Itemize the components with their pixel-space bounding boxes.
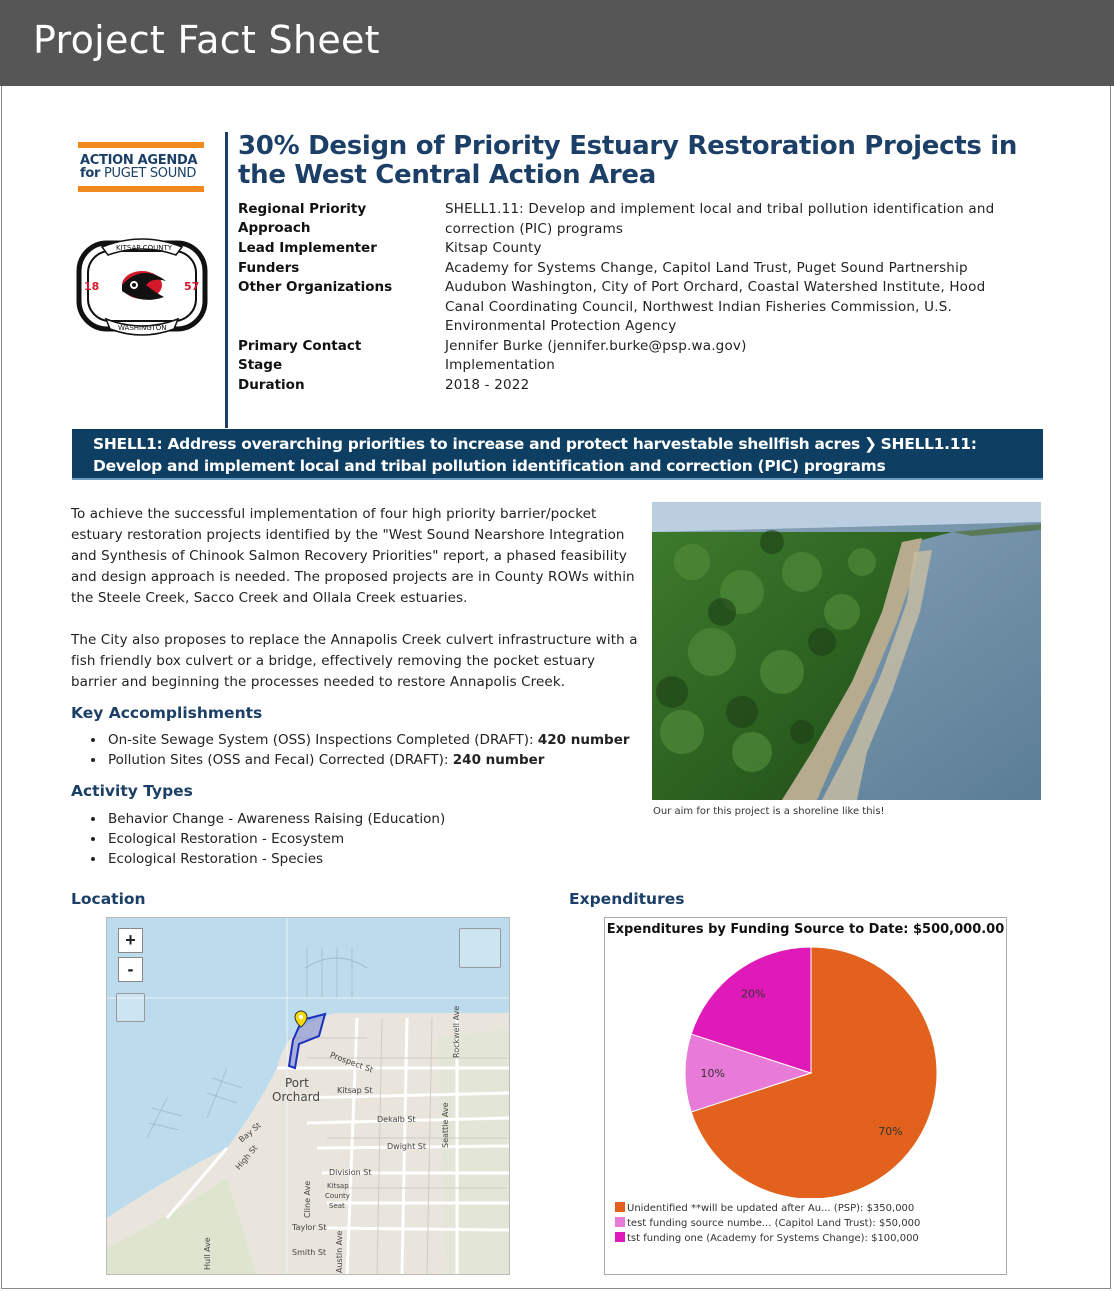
activity-types-heading: Activity Types — [71, 782, 193, 800]
map-label-port: Port — [285, 1076, 309, 1090]
info-label: Stage — [238, 357, 283, 373]
banner-priority: SHELL1: Address overarching priorities to increase and protect harvestable shellfish acres — [93, 435, 860, 453]
legend-label: test funding source numbe... (Capitol Land Trust): $50,000 — [627, 1218, 921, 1229]
logo-bar-bottom — [78, 186, 204, 192]
info-label: Other Organizations — [238, 279, 393, 295]
legend-item — [615, 1216, 920, 1231]
info-value: Kitsap County — [445, 240, 542, 256]
legend-swatch — [615, 1217, 625, 1227]
info-label: Funders — [238, 259, 300, 276]
description-paragraph-1: To achieve the successful implementation of four high priority barrier/pocket estuary restoration projects identified by the "West Sound Nearshore Integration and Synthesis of Chinook Salmon Recovery Priorities" report, a phased feasibility and design approach is needed. The proposed projects are in County ROWs within the Steele Creek, Sacco Creek and Ollala Creek estuaries. — [71, 506, 635, 606]
chevron-right-icon: ❯ — [863, 435, 877, 453]
action-agenda-logo — [78, 142, 204, 194]
info-row — [238, 337, 1038, 357]
title-divider — [225, 132, 228, 428]
map-label-county-seat-1: Kitsap — [327, 1182, 349, 1190]
seal-right-number: 57 — [184, 280, 200, 293]
map-label-prospect-st: Prospect St — [328, 1050, 375, 1075]
info-row — [238, 278, 1038, 337]
info-value: Implementation — [445, 357, 555, 373]
map-label-county-seat-2: County — [325, 1192, 350, 1200]
priority-banner — [72, 429, 1043, 480]
seal-top-text: KITSAP COUNTY — [116, 244, 173, 252]
info-label: Primary Contact — [238, 337, 362, 354]
info-row — [238, 200, 1038, 239]
expenditures-heading: Expenditures — [569, 890, 685, 908]
info-value: Academy for Systems Change, Capitol Land Trust, Puget Sound Partnership — [445, 259, 968, 276]
logo-line2: for PUGET SOUND — [80, 166, 197, 181]
project-info-table — [238, 200, 1038, 395]
expenditures-chart — [604, 917, 1007, 1275]
map-label-taylor-st: Taylor St — [292, 1223, 327, 1232]
map-label-kitsap-st: Kitsap St — [337, 1086, 373, 1095]
map-label-smith-st: Smith St — [292, 1248, 327, 1257]
project-title: 30% Design of Priority Estuary Restoration Projects in the West Central Action Area — [238, 131, 1018, 190]
location-map[interactable] — [106, 917, 510, 1275]
legend-item — [615, 1201, 920, 1216]
info-label: Regional Priority Approach — [238, 201, 367, 236]
chart-title: Expenditures by Funding Source to Date: $500,000.00 — [606, 922, 1005, 937]
info-row — [238, 239, 1038, 259]
info-row — [238, 356, 1038, 376]
accomplishment-item: • Pollution Sites (OSS and Fecal) Corrected (DRAFT): 240 number — [106, 750, 630, 770]
activity-item: • Ecological Restoration - Species — [106, 849, 445, 869]
legend-label: Unidentified **will be updated after Au... (PSP): $350,000 — [627, 1203, 915, 1214]
info-value: Jennifer Burke (jennifer.burke@psp.wa.gov) — [445, 337, 747, 354]
info-row — [238, 259, 1038, 279]
info-value: SHELL1.11: Develop and implement local and tribal pollution identification and correction (PIC) programs — [445, 201, 995, 237]
seal-left-number: 18 — [84, 280, 100, 293]
pie-chart — [605, 918, 1006, 1198]
zoom-in-button[interactable]: + — [118, 928, 143, 953]
info-label: Lead Implementer — [238, 240, 377, 256]
project-description — [71, 504, 641, 714]
map-label-seattle-ave: Seattle Ave — [441, 1102, 450, 1148]
pie-slice-label: 70% — [878, 1124, 903, 1138]
map-label-austin-ave: Austin Ave — [335, 1230, 344, 1273]
accomplishments-heading: Key Accomplishments — [71, 704, 263, 722]
pie-slice-label: 10% — [700, 1067, 725, 1080]
activity-types-list — [88, 809, 445, 869]
map-fullscreen-button[interactable] — [459, 928, 501, 968]
activity-item: • Ecological Restoration - Ecosystem — [106, 829, 445, 849]
activity-item: • Behavior Change - Awareness Raising (Education) — [106, 809, 445, 829]
logo-bar-top — [78, 142, 204, 148]
map-label-dekalb-st: Dekalb St — [377, 1115, 416, 1124]
map-label-orchard: Orchard — [272, 1090, 321, 1104]
map-label-dwight-st: Dwight St — [387, 1142, 426, 1151]
chart-legend — [615, 1201, 920, 1246]
map-label-rockwell-ave: Rockwell Ave — [452, 1005, 461, 1058]
legend-label: tst funding one (Academy for Systems Change): $100,000 — [627, 1233, 919, 1244]
map-label-county-seat-3: Seat — [329, 1202, 345, 1210]
map-layer-button[interactable] — [116, 993, 145, 1022]
zoom-out-button[interactable]: - — [118, 957, 143, 982]
info-value: 2018 - 2022 — [445, 376, 530, 393]
photo-caption: Our aim for this project is a shoreline like this! — [653, 806, 885, 817]
info-label: Duration — [238, 376, 305, 393]
legend-item — [615, 1231, 920, 1246]
header-bar — [0, 0, 1114, 86]
logo-line1: ACTION AGENDA — [80, 153, 198, 168]
info-row — [238, 376, 1038, 396]
legend-swatch — [615, 1202, 625, 1212]
map-label-hull-ave: Hull Ave — [203, 1237, 212, 1270]
map-label-high-st: High St — [233, 1143, 260, 1172]
map-label-division-st: Division St — [329, 1168, 372, 1177]
shoreline-photo — [652, 502, 1041, 800]
map-label-cline-ave: Cline Ave — [303, 1180, 312, 1218]
pie-slice-label: 20% — [741, 987, 766, 1001]
map-label-bay-st: Bay St — [237, 1120, 263, 1145]
seal-bottom-text: WASHINGTON — [118, 324, 167, 332]
location-heading: Location — [71, 890, 146, 908]
accomplishments-list — [88, 730, 630, 770]
accomplishment-item: • On-site Sewage System (OSS) Inspections Completed (DRAFT): 420 number — [106, 730, 630, 750]
legend-swatch — [615, 1232, 625, 1242]
banner-approach: SHELL1.11: Develop and implement local and tribal pollution identification and correction (PIC) programs — [93, 435, 977, 475]
description-paragraph-2: The City also proposes to replace the Annapolis Creek culvert infrastructure with a fish friendly box culvert or a bridge, effectively removing the pocket estuary barrier and beginning the processes needed to restore Annapolis Creek. — [71, 632, 638, 690]
kitsap-county-seal — [76, 233, 208, 339]
page-title: Project Fact Sheet — [33, 18, 380, 62]
info-value: Audubon Washington, City of Port Orchard, Coastal Watershed Institute, Hood Canal Coordinating Council, Northwest Indian Fisheries Commission, U.S. Environmental Protection Agency — [445, 279, 986, 334]
